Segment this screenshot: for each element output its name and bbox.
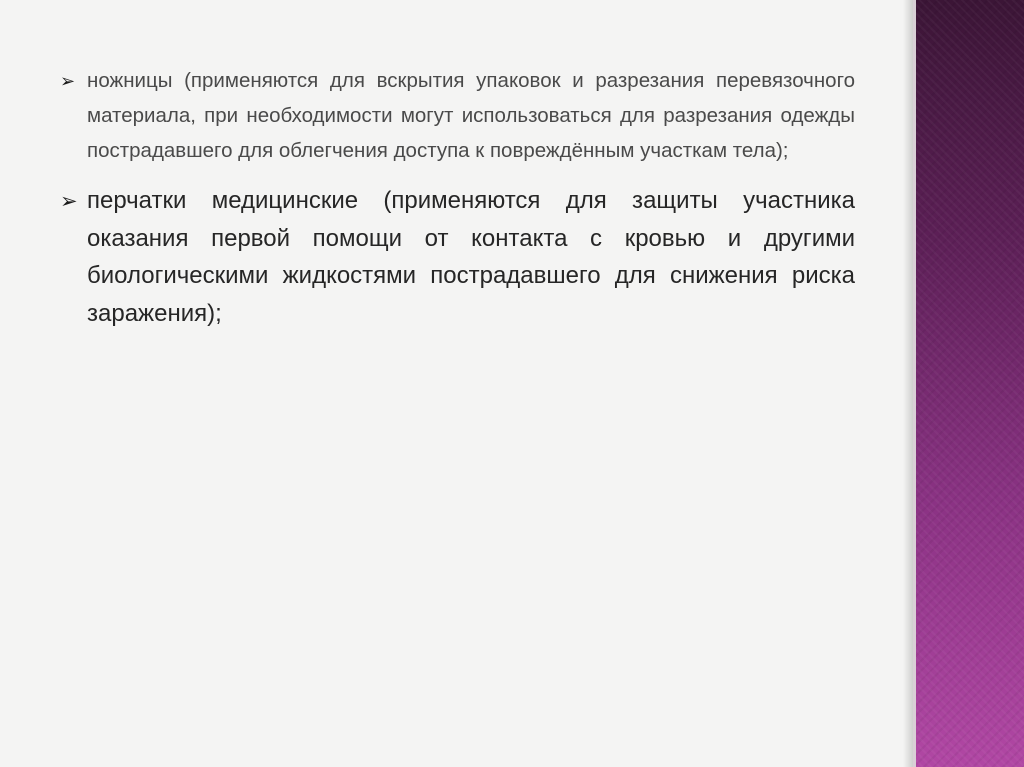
bullet-text-gloves: перчатки медицинские (применяются для защиты участника оказания первой помощи от контакта с кровью и другими биологическими жидкостями пострадавшего для снижения риска заражения); xyxy=(87,187,855,327)
side-band-edge xyxy=(913,0,916,767)
decorative-side-band xyxy=(913,0,1024,767)
bullet-list xyxy=(60,63,855,332)
arrowhead-bullet-icon: ➢ xyxy=(60,71,76,92)
bullet-item-gloves xyxy=(60,182,855,332)
arrowhead-bullet-icon: ➢ xyxy=(60,189,78,213)
bullet-text-scissors: ножницы (применяются для вскрытия упаковок и разрезания перевязочного материала, при необходимости могут использоваться для разрезания одежды пострадавшего для облегчения доступа к повреждённым участкам тела); xyxy=(87,69,855,162)
bullet-item-scissors xyxy=(60,63,855,168)
